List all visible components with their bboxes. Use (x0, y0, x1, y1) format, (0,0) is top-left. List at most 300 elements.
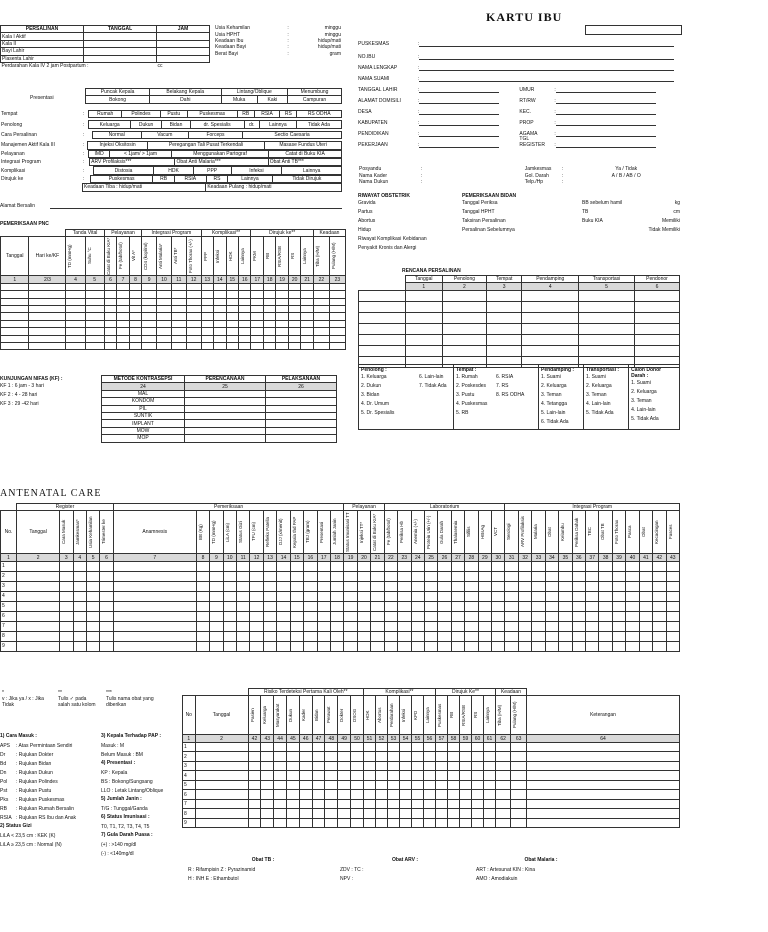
anc-cell[interactable] (626, 561, 639, 571)
anc-cell[interactable] (465, 621, 478, 631)
anc-cell[interactable] (424, 571, 437, 581)
pnc-cell[interactable] (301, 305, 313, 312)
risk-cell[interactable] (435, 809, 447, 819)
jam-cell[interactable] (157, 40, 210, 47)
pnc-cell[interactable] (66, 320, 85, 327)
pnc-cell[interactable] (329, 313, 345, 320)
anc-cell[interactable] (424, 621, 437, 631)
anc-cell[interactable] (586, 601, 599, 611)
pnc-cell[interactable] (239, 283, 251, 290)
anc-cell[interactable] (505, 601, 518, 611)
anc-cell[interactable] (545, 581, 558, 591)
anc-cell[interactable] (237, 621, 250, 631)
risk-cell[interactable] (248, 761, 261, 771)
risk-cell[interactable] (274, 780, 287, 790)
anc-cell[interactable] (545, 601, 558, 611)
risk-cell[interactable] (387, 799, 399, 809)
anc-cell[interactable] (196, 641, 209, 651)
pnc-cell[interactable] (263, 291, 275, 298)
option-cell[interactable]: PPP (193, 167, 231, 174)
anc-cell[interactable] (304, 641, 317, 651)
anc-cell[interactable] (237, 581, 250, 591)
rencana-cell[interactable] (634, 301, 679, 312)
rencana-cell[interactable] (579, 345, 635, 356)
anc-cell[interactable] (559, 611, 572, 621)
anc-cell[interactable] (344, 561, 357, 571)
option-cell[interactable]: RS (206, 175, 228, 182)
pnc-cell[interactable] (251, 291, 263, 298)
risk-cell[interactable] (312, 818, 325, 828)
rencana-cell[interactable] (405, 301, 442, 312)
risk-cell[interactable] (286, 761, 299, 771)
anc-cell[interactable] (210, 621, 223, 631)
risk-cell[interactable] (471, 752, 483, 762)
risk-cell[interactable] (338, 809, 351, 819)
anc-cell[interactable] (100, 561, 113, 571)
risk-cell[interactable] (423, 780, 435, 790)
anc-cell[interactable] (210, 581, 223, 591)
risk-cell[interactable] (299, 752, 312, 762)
anc-cell[interactable] (532, 561, 545, 571)
risk-cell[interactable] (261, 790, 274, 800)
anc-cell[interactable] (113, 611, 196, 621)
pnc-cell[interactable] (1, 305, 29, 312)
anc-cell[interactable] (451, 571, 464, 581)
risk-cell[interactable] (527, 818, 680, 828)
anc-cell[interactable] (73, 621, 86, 631)
risk-cell[interactable] (375, 752, 387, 762)
anc-cell[interactable] (223, 601, 236, 611)
anc-cell[interactable] (666, 561, 679, 571)
anc-cell[interactable] (317, 611, 330, 621)
anc-cell[interactable] (586, 571, 599, 581)
anc-cell[interactable] (237, 601, 250, 611)
anc-cell[interactable] (492, 631, 505, 641)
risk-cell[interactable] (471, 818, 483, 828)
option-cell[interactable]: Tidak Ada (296, 121, 341, 128)
anc-cell[interactable] (626, 581, 639, 591)
anc-cell[interactable] (60, 601, 73, 611)
anc-cell[interactable] (478, 571, 491, 581)
anc-cell[interactable] (100, 641, 113, 651)
pnc-cell[interactable] (276, 313, 288, 320)
pnc-cell[interactable] (201, 305, 213, 312)
kontrasepsi-cell[interactable] (185, 427, 266, 434)
risk-cell[interactable] (286, 818, 299, 828)
anc-cell[interactable] (250, 571, 263, 581)
risk-cell[interactable] (325, 780, 338, 790)
anc-cell[interactable] (653, 571, 666, 581)
risk-cell[interactable] (483, 799, 495, 809)
anc-cell[interactable] (237, 641, 250, 651)
risk-cell[interactable] (483, 790, 495, 800)
anc-cell[interactable] (465, 581, 478, 591)
option-cell[interactable]: IMD (89, 150, 110, 157)
pnc-cell[interactable] (85, 298, 104, 305)
anc-cell[interactable] (371, 571, 384, 581)
anc-cell[interactable] (317, 571, 330, 581)
jam-cell[interactable] (157, 48, 210, 55)
anc-cell[interactable] (599, 571, 612, 581)
risk-cell[interactable] (483, 771, 495, 781)
risk-cell[interactable] (423, 799, 435, 809)
risk-cell[interactable] (511, 742, 527, 752)
pnc-cell[interactable] (288, 328, 300, 335)
pnc-cell[interactable] (329, 283, 345, 290)
risk-cell[interactable] (459, 818, 471, 828)
anc-cell[interactable] (639, 561, 652, 571)
risk-cell[interactable] (338, 818, 351, 828)
risk-cell[interactable] (387, 790, 399, 800)
anc-cell[interactable] (518, 571, 531, 581)
anc-cell[interactable] (17, 621, 60, 631)
jam-cell[interactable] (157, 33, 210, 40)
anc-cell[interactable] (196, 621, 209, 631)
anc-cell[interactable] (505, 561, 518, 571)
risk-cell[interactable] (459, 752, 471, 762)
pnc-cell[interactable] (288, 291, 300, 298)
anc-cell[interactable] (612, 641, 625, 651)
anc-cell[interactable] (60, 591, 73, 601)
anc-cell[interactable] (223, 621, 236, 631)
option-cell[interactable]: Forceps (188, 131, 242, 138)
risk-cell[interactable] (399, 742, 411, 752)
risk-cell[interactable] (261, 761, 274, 771)
anc-cell[interactable] (532, 631, 545, 641)
risk-cell[interactable] (423, 771, 435, 781)
anc-cell[interactable] (86, 641, 99, 651)
risk-cell[interactable] (351, 780, 364, 790)
risk-cell[interactable] (387, 780, 399, 790)
anc-cell[interactable] (599, 561, 612, 571)
pnc-cell[interactable] (157, 328, 172, 335)
anc-cell[interactable] (572, 561, 585, 571)
risk-cell[interactable] (435, 780, 447, 790)
pnc-cell[interactable] (117, 291, 129, 298)
risk-cell[interactable] (325, 809, 338, 819)
anc-cell[interactable] (250, 631, 263, 641)
risk-cell[interactable] (312, 809, 325, 819)
identitas-field[interactable] (556, 136, 656, 137)
tanggal-cell[interactable] (84, 55, 157, 62)
pnc-cell[interactable] (142, 320, 157, 327)
anc-cell[interactable] (100, 591, 113, 601)
anc-cell[interactable] (113, 601, 196, 611)
risk-cell[interactable] (299, 780, 312, 790)
anc-cell[interactable] (210, 631, 223, 641)
kontrasepsi-cell[interactable] (266, 420, 337, 427)
anc-cell[interactable] (357, 641, 370, 651)
risk-cell[interactable] (248, 809, 261, 819)
risk-cell[interactable] (495, 780, 510, 790)
pnc-cell[interactable] (66, 335, 85, 342)
pnc-cell[interactable] (157, 298, 172, 305)
anc-cell[interactable] (599, 611, 612, 621)
risk-cell[interactable] (274, 742, 287, 752)
pnc-cell[interactable] (171, 320, 186, 327)
risk-cell[interactable] (299, 790, 312, 800)
risk-cell[interactable] (338, 790, 351, 800)
anc-cell[interactable] (438, 601, 451, 611)
pnc-cell[interactable] (251, 298, 263, 305)
anc-cell[interactable] (304, 611, 317, 621)
anc-cell[interactable] (86, 601, 99, 611)
pnc-cell[interactable] (329, 335, 345, 342)
anc-cell[interactable] (398, 561, 411, 571)
pnc-cell[interactable] (104, 320, 116, 327)
anc-cell[interactable] (86, 581, 99, 591)
risk-cell[interactable] (363, 761, 375, 771)
anc-cell[interactable] (518, 641, 531, 651)
anc-cell[interactable] (277, 641, 290, 651)
anc-cell[interactable] (277, 611, 290, 621)
anc-cell[interactable] (290, 571, 303, 581)
anc-cell[interactable] (518, 631, 531, 641)
pnc-cell[interactable] (226, 283, 238, 290)
risk-cell[interactable] (286, 742, 299, 752)
anc-cell[interactable] (572, 601, 585, 611)
anc-cell[interactable] (478, 591, 491, 601)
anc-cell[interactable] (626, 571, 639, 581)
pnc-cell[interactable] (263, 320, 275, 327)
anc-cell[interactable] (196, 611, 209, 621)
anc-cell[interactable] (451, 601, 464, 611)
anc-cell[interactable] (344, 571, 357, 581)
anc-cell[interactable] (492, 601, 505, 611)
pnc-cell[interactable] (329, 291, 345, 298)
risk-cell[interactable] (387, 771, 399, 781)
pnc-cell[interactable] (214, 320, 226, 327)
anc-cell[interactable] (424, 631, 437, 641)
anc-cell[interactable] (357, 591, 370, 601)
anc-cell[interactable] (290, 581, 303, 591)
anc-cell[interactable] (465, 611, 478, 621)
anc-cell[interactable] (653, 591, 666, 601)
anc-cell[interactable] (60, 621, 73, 631)
pnc-cell[interactable] (157, 320, 172, 327)
rencana-cell[interactable] (522, 301, 579, 312)
anc-cell[interactable] (424, 591, 437, 601)
risk-cell[interactable] (299, 742, 312, 752)
risk-cell[interactable] (459, 771, 471, 781)
option-cell[interactable]: RB (237, 111, 254, 118)
anc-cell[interactable] (639, 631, 652, 641)
risk-cell[interactable] (495, 761, 510, 771)
option-cell[interactable]: dr. Spesialis (190, 121, 244, 128)
pnc-cell[interactable] (129, 328, 141, 335)
pnc-cell[interactable] (329, 342, 345, 349)
identitas-field[interactable] (556, 92, 656, 93)
pnc-cell[interactable] (1, 328, 29, 335)
identitas-field[interactable] (419, 81, 674, 82)
option-cell[interactable]: Peregangan Tali Pusat Terkendali (147, 142, 264, 149)
anc-cell[interactable] (492, 641, 505, 651)
risk-cell[interactable] (527, 790, 680, 800)
anc-cell[interactable] (17, 581, 60, 591)
risk-cell[interactable] (435, 790, 447, 800)
pnc-cell[interactable] (201, 342, 213, 349)
anc-cell[interactable] (73, 571, 86, 581)
anc-cell[interactable] (17, 561, 60, 571)
pnc-cell[interactable] (226, 320, 238, 327)
identitas-field[interactable] (419, 46, 674, 47)
risk-cell[interactable] (261, 771, 274, 781)
risk-cell[interactable] (459, 780, 471, 790)
pnc-cell[interactable] (117, 320, 129, 327)
anc-cell[interactable] (371, 641, 384, 651)
anc-cell[interactable] (545, 611, 558, 621)
kontrasepsi-cell[interactable] (266, 398, 337, 405)
risk-cell[interactable] (261, 809, 274, 819)
pnc-cell[interactable] (276, 283, 288, 290)
rencana-cell[interactable] (359, 290, 406, 301)
pnc-cell[interactable] (186, 342, 201, 349)
pnc-cell[interactable] (288, 320, 300, 327)
anc-cell[interactable] (398, 641, 411, 651)
anc-cell[interactable] (612, 611, 625, 621)
anc-cell[interactable] (330, 631, 343, 641)
anc-cell[interactable] (317, 581, 330, 591)
pnc-cell[interactable] (171, 313, 186, 320)
anc-cell[interactable] (478, 601, 491, 611)
anc-cell[interactable] (304, 631, 317, 641)
rencana-cell[interactable] (634, 345, 679, 356)
risk-cell[interactable] (375, 771, 387, 781)
identitas-field[interactable] (419, 114, 499, 115)
pnc-cell[interactable] (251, 335, 263, 342)
anc-cell[interactable] (304, 591, 317, 601)
risk-cell[interactable] (495, 809, 510, 819)
anc-cell[interactable] (653, 611, 666, 621)
risk-cell[interactable] (387, 742, 399, 752)
rencana-cell[interactable] (522, 290, 579, 301)
anc-cell[interactable] (518, 611, 531, 621)
risk-cell[interactable] (435, 799, 447, 809)
anc-cell[interactable] (411, 591, 424, 601)
pnc-cell[interactable] (251, 283, 263, 290)
pnc-cell[interactable] (263, 305, 275, 312)
pnc-cell[interactable] (85, 305, 104, 312)
risk-cell[interactable] (495, 799, 510, 809)
anc-cell[interactable] (223, 571, 236, 581)
risk-cell[interactable] (423, 752, 435, 762)
identitas-field[interactable] (419, 59, 674, 60)
option-cell[interactable]: RS ODHA (297, 111, 342, 118)
anc-cell[interactable] (344, 631, 357, 641)
risk-cell[interactable] (312, 790, 325, 800)
anc-cell[interactable] (518, 591, 531, 601)
anc-cell[interactable] (263, 591, 276, 601)
risk-cell[interactable] (338, 752, 351, 762)
pnc-cell[interactable] (201, 291, 213, 298)
pnc-cell[interactable] (313, 342, 329, 349)
anc-cell[interactable] (559, 621, 572, 631)
pnc-cell[interactable] (239, 313, 251, 320)
pnc-cell[interactable] (29, 283, 66, 290)
anc-cell[interactable] (73, 561, 86, 571)
pnc-cell[interactable] (129, 335, 141, 342)
anc-cell[interactable] (478, 631, 491, 641)
pnc-cell[interactable] (66, 298, 85, 305)
risk-cell[interactable] (447, 761, 459, 771)
anc-cell[interactable] (277, 581, 290, 591)
risk-cell[interactable] (325, 790, 338, 800)
risk-cell[interactable] (495, 818, 510, 828)
pnc-cell[interactable] (329, 328, 345, 335)
anc-cell[interactable] (113, 591, 196, 601)
pnc-cell[interactable] (201, 328, 213, 335)
anc-cell[interactable] (438, 571, 451, 581)
anc-cell[interactable] (290, 591, 303, 601)
anc-cell[interactable] (304, 621, 317, 631)
anc-cell[interactable] (60, 561, 73, 571)
rencana-cell[interactable] (405, 312, 442, 323)
anc-cell[interactable] (371, 601, 384, 611)
anc-cell[interactable] (666, 591, 679, 601)
option-cell[interactable]: < 1jam/ > 1jam (110, 150, 172, 157)
anc-cell[interactable] (237, 571, 250, 581)
rencana-cell[interactable] (634, 312, 679, 323)
anc-cell[interactable] (599, 631, 612, 641)
anc-cell[interactable] (371, 591, 384, 601)
anc-cell[interactable] (210, 641, 223, 651)
anc-cell[interactable] (237, 631, 250, 641)
rencana-cell[interactable] (359, 345, 406, 356)
anc-cell[interactable] (290, 611, 303, 621)
anc-cell[interactable] (599, 581, 612, 591)
anc-cell[interactable] (277, 621, 290, 631)
risk-cell[interactable] (411, 809, 423, 819)
anc-cell[interactable] (492, 571, 505, 581)
risk-cell[interactable] (435, 752, 447, 762)
risk-cell[interactable] (411, 742, 423, 752)
risk-cell[interactable] (363, 790, 375, 800)
anc-cell[interactable] (100, 621, 113, 631)
anc-cell[interactable] (545, 571, 558, 581)
rencana-cell[interactable] (579, 290, 635, 301)
anc-cell[interactable] (73, 581, 86, 591)
pnc-cell[interactable] (66, 291, 85, 298)
anc-cell[interactable] (438, 621, 451, 631)
anc-cell[interactable] (210, 561, 223, 571)
anc-cell[interactable] (666, 631, 679, 641)
risk-cell[interactable] (511, 818, 527, 828)
anc-cell[interactable] (505, 621, 518, 631)
anc-cell[interactable] (559, 601, 572, 611)
anc-cell[interactable] (666, 571, 679, 581)
pnc-cell[interactable] (171, 298, 186, 305)
pnc-cell[interactable] (276, 291, 288, 298)
pnc-cell[interactable] (129, 313, 141, 320)
risk-cell[interactable] (286, 780, 299, 790)
rencana-cell[interactable] (442, 345, 486, 356)
anc-cell[interactable] (626, 641, 639, 651)
anc-cell[interactable] (317, 591, 330, 601)
risk-cell[interactable] (411, 799, 423, 809)
anc-cell[interactable] (586, 561, 599, 571)
risk-cell[interactable] (261, 799, 274, 809)
pnc-cell[interactable] (201, 313, 213, 320)
pnc-cell[interactable] (226, 305, 238, 312)
risk-cell[interactable] (471, 790, 483, 800)
risk-cell[interactable] (447, 799, 459, 809)
kontrasepsi-cell[interactable] (266, 405, 337, 412)
anc-cell[interactable] (86, 621, 99, 631)
anc-cell[interactable] (411, 631, 424, 641)
identitas-field[interactable] (556, 147, 656, 148)
option-cell[interactable]: Lainnya (259, 121, 296, 128)
anc-cell[interactable] (357, 611, 370, 621)
